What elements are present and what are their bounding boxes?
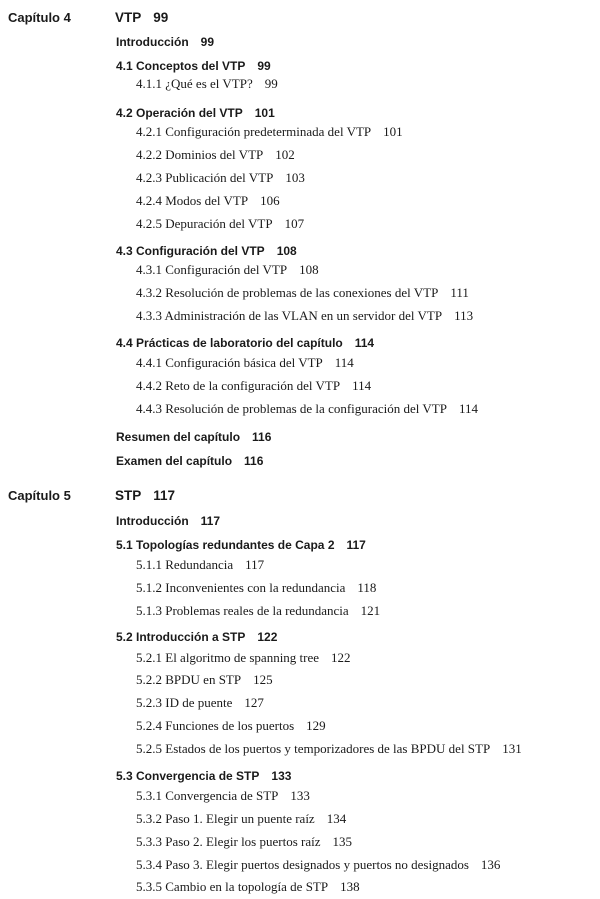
- toc-text: 4.3 Configuración del VTP: [116, 244, 265, 258]
- toc-text: STP: [115, 488, 142, 503]
- toc-page: 127: [244, 695, 264, 710]
- toc-page: 133: [271, 769, 292, 783]
- toc-page: 117: [346, 538, 366, 552]
- toc-entry-5-3-3[interactable]: [136, 834, 352, 850]
- toc-entry-ch5-intro[interactable]: [116, 513, 220, 529]
- toc-text: 5.3.5 Cambio en la topología de STP: [136, 879, 329, 894]
- toc-entry-4-2[interactable]: [116, 105, 275, 121]
- toc-text: 5.2.4 Funciones de los puertos: [136, 718, 295, 733]
- toc-page: 136: [480, 857, 501, 872]
- toc-text: 4.2.4 Modos del VTP: [136, 193, 249, 208]
- toc-entry-4-2-4[interactable]: [136, 193, 280, 209]
- toc-text: 5.3.2 Paso 1. Elegir un puente raíz: [136, 811, 315, 826]
- toc-page: 99: [153, 10, 169, 25]
- toc-text: 4.2 Operación del VTP: [116, 106, 243, 120]
- toc-text: Resumen del capítulo: [116, 430, 241, 444]
- toc-entry-5-2-3[interactable]: [136, 695, 264, 711]
- toc-text: 4.2.2 Dominios del VTP: [136, 147, 264, 162]
- toc-text: Examen del capítulo: [116, 454, 233, 468]
- toc-entry-4-3-3[interactable]: [136, 308, 473, 324]
- toc-text: 4.2.5 Depuración del VTP: [136, 216, 273, 231]
- toc-text: 4.3.2 Resolución de problemas de las conexiones del VTP: [136, 285, 439, 300]
- toc-page: 114: [354, 336, 375, 350]
- toc-text: 4.1.1 ¿Qué es el VTP?: [136, 76, 253, 91]
- chapter-5-label: Capítulo 5: [8, 488, 71, 503]
- toc-text: 5.1.2 Inconvenientes con la redundancia: [136, 580, 346, 595]
- toc-text: 5.3.3 Paso 2. Elegir los puertos raíz: [136, 834, 321, 849]
- toc-entry-4-3[interactable]: [116, 243, 297, 259]
- toc-text: 5.2.1 El algoritmo de spanning tree: [136, 650, 320, 665]
- toc-page: 122: [257, 630, 278, 644]
- toc-page: 107: [284, 216, 305, 231]
- toc-page: 108: [276, 244, 297, 258]
- toc-text: 5.3.4 Paso 3. Elegir puertos designados y puertos no designados: [136, 857, 469, 872]
- toc-entry-4-4-1[interactable]: [136, 355, 354, 371]
- toc-text: 5.1.1 Redundancia: [136, 557, 234, 572]
- toc-entry-5-1-1[interactable]: [136, 557, 264, 573]
- toc-entry-4-3-2[interactable]: [136, 285, 469, 301]
- toc-entry-4-4[interactable]: [116, 335, 374, 351]
- toc-entry-5-1-3[interactable]: [136, 603, 380, 619]
- toc-text: 4.4 Prácticas de laboratorio del capítulo: [116, 336, 343, 350]
- toc-text: Introducción: [116, 514, 189, 528]
- toc-text: 5.3.1 Convergencia de STP: [136, 788, 279, 803]
- toc-page: 106: [260, 193, 280, 208]
- toc-text: 5.1.3 Problemas reales de la redundancia: [136, 603, 349, 618]
- toc-entry-5-3-5[interactable]: [136, 879, 360, 895]
- toc-page: 114: [334, 355, 354, 370]
- toc-entry-5-3-4[interactable]: [136, 857, 500, 873]
- toc-entry-ch4-summary[interactable]: [116, 429, 271, 445]
- toc-page: 114: [458, 401, 478, 416]
- toc-entry-4-1[interactable]: [116, 58, 271, 74]
- toc-entry-5-2[interactable]: [116, 629, 277, 645]
- toc-text: 4.3.1 Configuración del VTP: [136, 262, 288, 277]
- toc-page: 122: [331, 650, 351, 665]
- toc-text: VTP: [115, 10, 142, 25]
- toc-page: 99: [257, 59, 271, 73]
- toc-page: 103: [285, 170, 305, 185]
- toc-entry-ch4-intro[interactable]: [116, 34, 214, 50]
- toc-entry-5-2-4[interactable]: [136, 718, 326, 734]
- toc-page: 99: [200, 35, 215, 49]
- toc-page: 101: [254, 106, 275, 120]
- toc-page: 125: [253, 672, 273, 687]
- toc-page: 131: [502, 741, 522, 756]
- toc-entry-4-2-1[interactable]: [136, 124, 403, 140]
- toc-text: 4.1 Conceptos del VTP: [116, 59, 246, 73]
- toc-entry-4-2-3[interactable]: [136, 170, 305, 186]
- toc-page: 101: [383, 124, 403, 139]
- toc-page: 133: [290, 788, 310, 803]
- toc-entry-4-1-1[interactable]: [136, 76, 278, 92]
- toc-page: 129: [306, 718, 326, 733]
- toc-text: 5.3 Convergencia de STP: [116, 769, 260, 783]
- toc-entry-5-2-2[interactable]: [136, 672, 273, 688]
- toc-page: 102: [275, 147, 295, 162]
- toc-text: Introducción: [116, 35, 189, 49]
- toc-text: 4.3.3 Administración de las VLAN en un servidor del VTP: [136, 308, 443, 323]
- toc-text: 4.2.1 Configuración predeterminada del VTP: [136, 124, 372, 139]
- toc-text: 5.2.5 Estados de los puertos y temporizadores de las BPDU del STP: [136, 741, 491, 756]
- toc-text: 5.2 Introducción a STP: [116, 630, 246, 644]
- toc-entry-ch4-exam[interactable]: [116, 453, 263, 469]
- chapter-5-title[interactable]: [115, 488, 175, 504]
- toc-entry-5-1-2[interactable]: [136, 580, 376, 596]
- toc-page: 99: [264, 76, 278, 91]
- toc-page: 117: [200, 514, 221, 528]
- toc-text: 4.4.2 Reto de la configuración del VTP: [136, 378, 341, 393]
- toc-page: 111: [450, 285, 469, 300]
- toc-entry-5-3-2[interactable]: [136, 811, 346, 827]
- toc-entry-4-2-5[interactable]: [136, 216, 304, 232]
- toc-text: 4.4.1 Configuración básica del VTP: [136, 355, 323, 370]
- toc-page: 138: [340, 879, 360, 894]
- toc-entry-4-4-3[interactable]: [136, 401, 478, 417]
- toc-text: 4.4.3 Resolución de problemas de la configuración del VTP: [136, 401, 447, 416]
- chapter-4-label: Capítulo 4: [8, 10, 71, 25]
- toc-entry-5-2-5[interactable]: [136, 741, 522, 757]
- toc-entry-5-1[interactable]: [116, 537, 366, 553]
- toc-page: 135: [332, 834, 352, 849]
- toc-text: 5.2.3 ID de puente: [136, 695, 233, 710]
- toc-page: 121: [360, 603, 381, 618]
- toc-text: 5.2.2 BPDU en STP: [136, 672, 242, 687]
- toc-entry-4-4-2[interactable]: [136, 378, 371, 394]
- toc-text: 4.2.3 Publicación del VTP: [136, 170, 274, 185]
- toc-page: 118: [357, 580, 377, 595]
- toc-page: 134: [326, 811, 347, 826]
- toc-entry-4-3-1[interactable]: [136, 262, 319, 278]
- toc-entry-4-2-2[interactable]: [136, 147, 295, 163]
- toc-text: 5.1 Topologías redundantes de Capa 2: [116, 538, 335, 552]
- toc-page: 116: [252, 430, 272, 444]
- toc-entry-5-2-1[interactable]: [136, 650, 351, 666]
- toc-page: 108: [299, 262, 319, 277]
- chapter-4-title[interactable]: [115, 10, 168, 26]
- toc-entry-5-3[interactable]: [116, 768, 291, 784]
- toc-page: 113: [454, 308, 474, 323]
- toc-page: 117: [153, 488, 176, 503]
- toc-page: 116: [244, 454, 264, 468]
- toc-entry-5-3-1[interactable]: [136, 788, 310, 804]
- toc-page: 117: [245, 557, 265, 572]
- toc-page: 114: [352, 378, 372, 393]
